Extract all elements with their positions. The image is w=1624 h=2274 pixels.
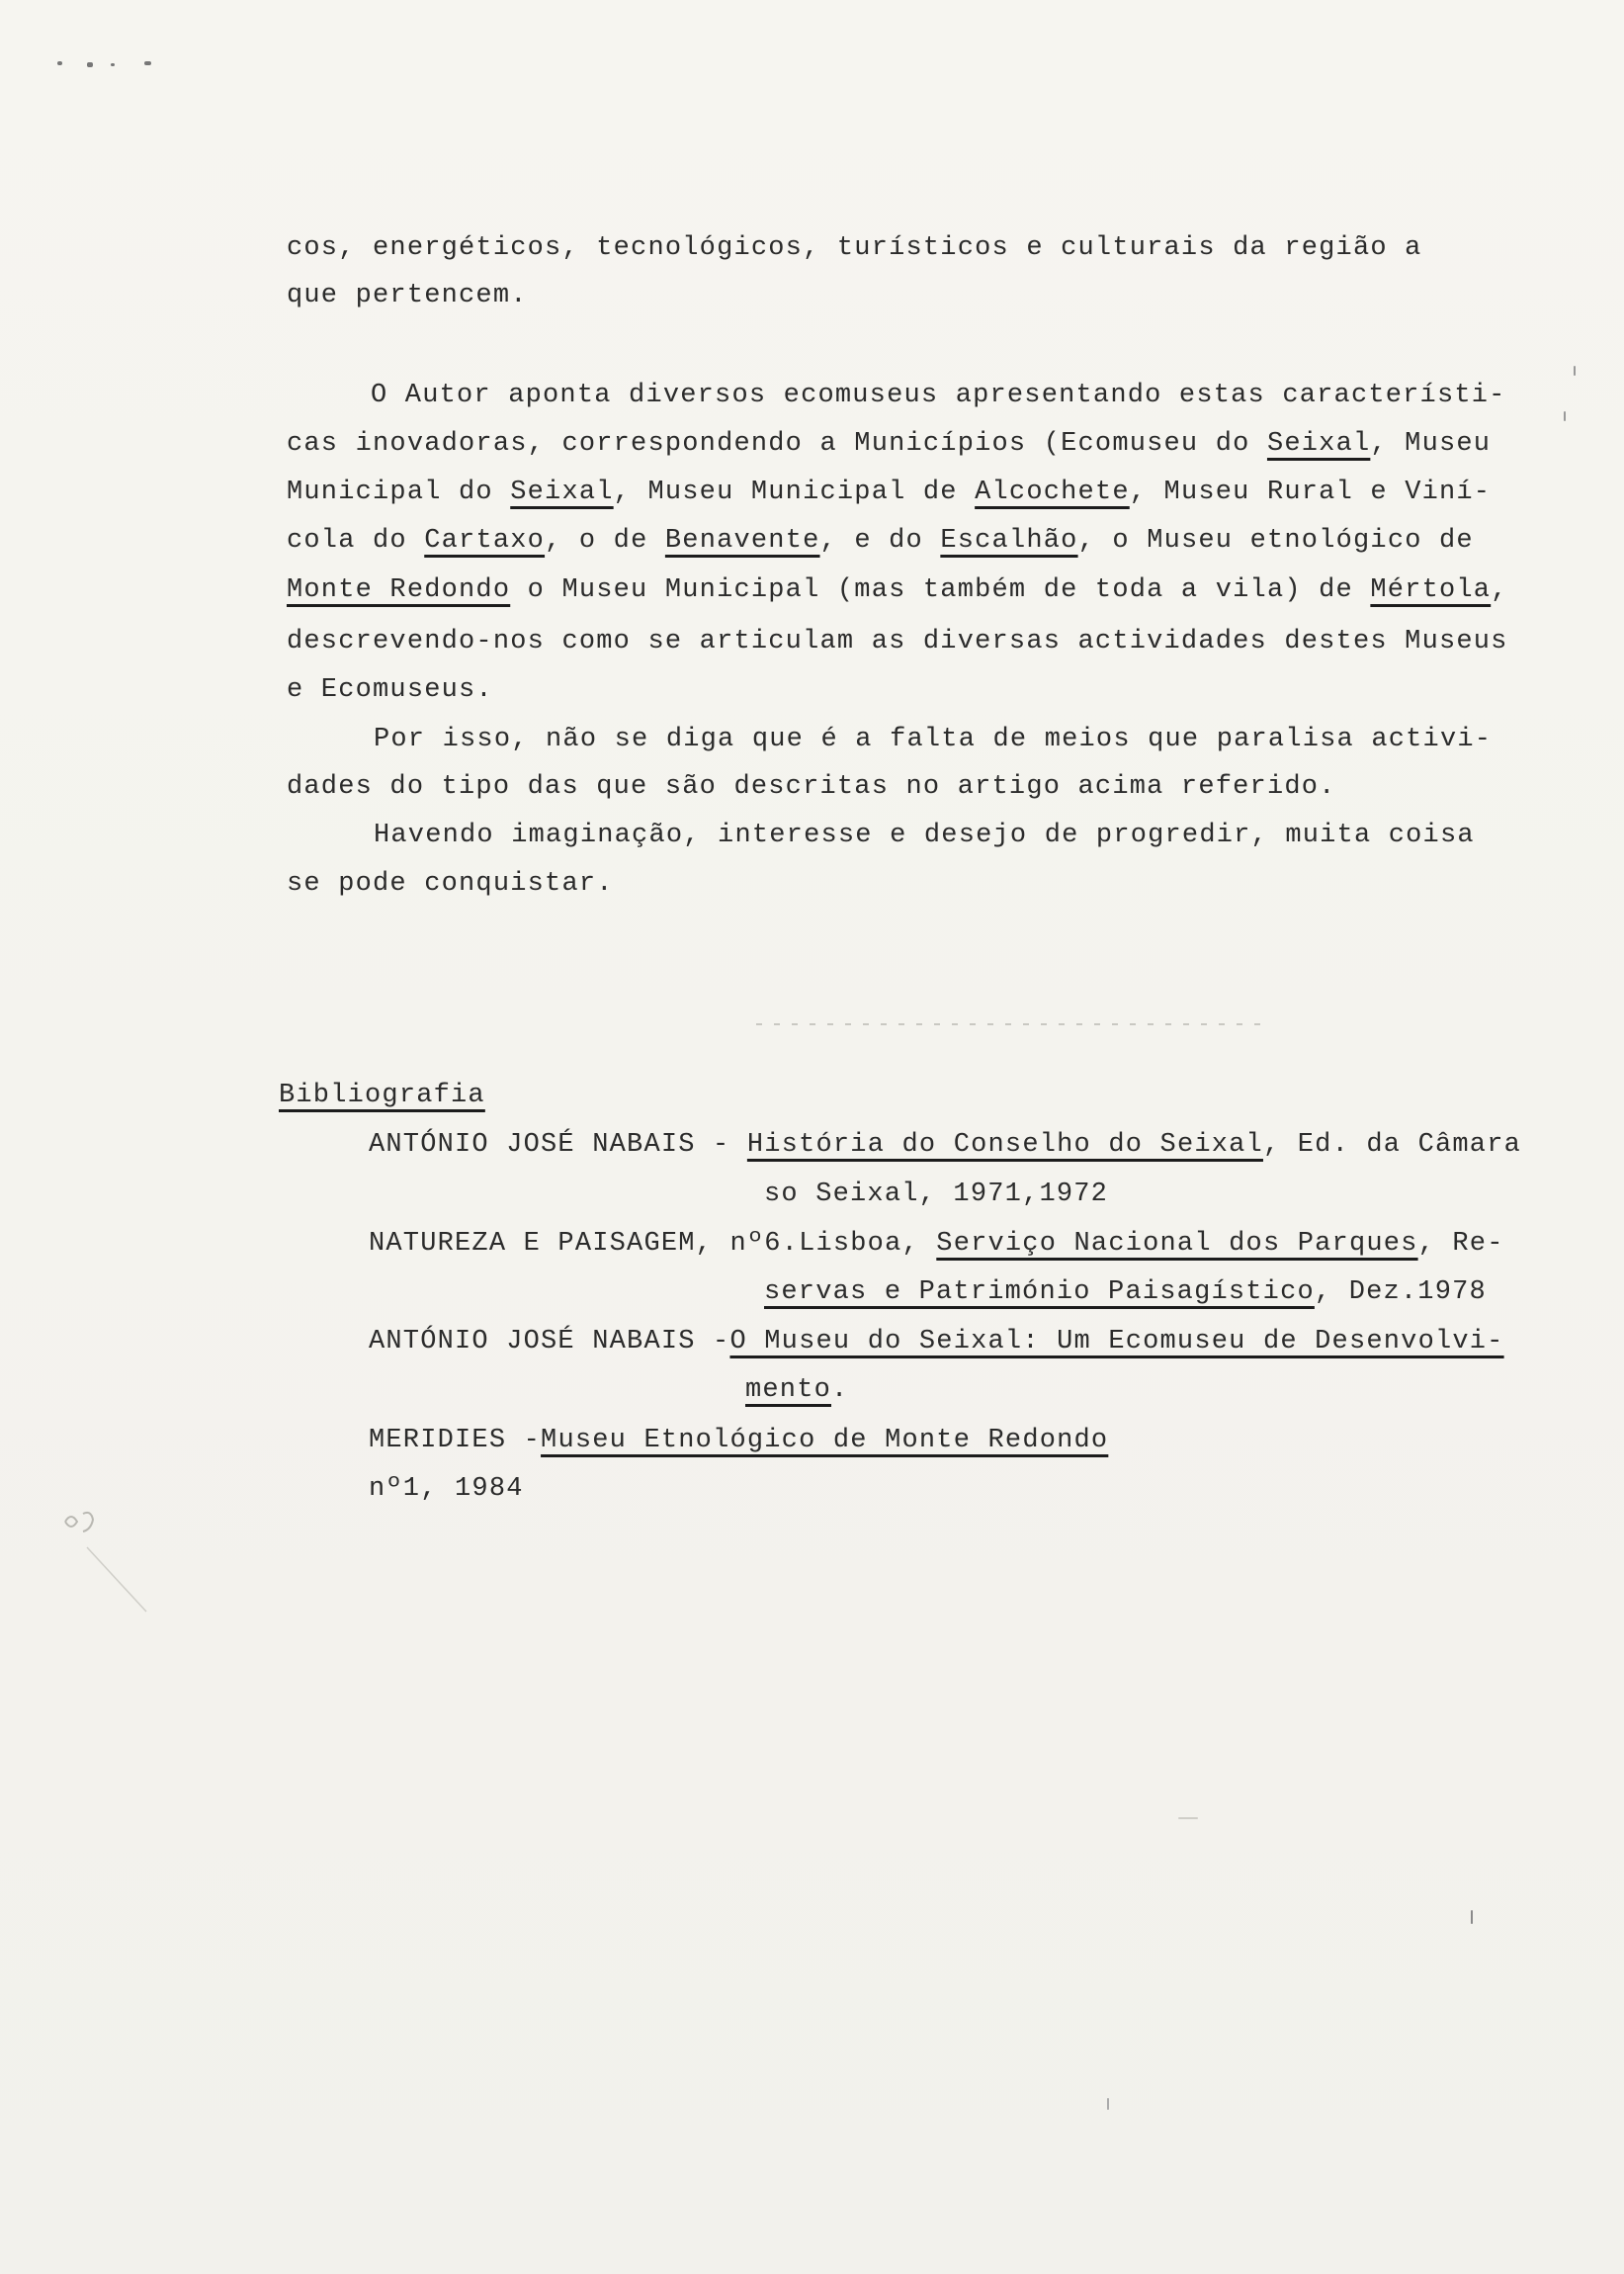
bibliography-entry-cont: nº1, 1984 [369,1474,524,1504]
text-line [287,477,1491,508]
bibliography-entry-cont [745,1374,848,1406]
text-line [287,574,1508,606]
ink-speck [144,61,151,65]
faint-separator [756,1023,1270,1025]
ink-speck [57,61,62,65]
text-span: , Museu Rural e Viní- [1129,478,1492,507]
underlined-place: Seixal [510,478,614,507]
bibliography-entry-cont: so Seixal, 1971,1972 [764,1180,1109,1209]
text-line: cos, energéticos, tecnológicos, turísticos e culturais da região a [287,233,1422,263]
stray-mark [1178,1817,1198,1819]
text-span: , Museu [1370,429,1492,459]
stray-mark [1574,366,1576,376]
text-span: , Re- [1417,1229,1504,1259]
pencil-scribble [59,1508,158,1617]
entry-author: MERIDIES [369,1426,507,1455]
text-span: o Museu Municipal (mas também de toda a vila) de [510,575,1371,605]
text-span: , Museu Municipal de [613,478,976,507]
text-span: , e do [819,526,941,556]
text-span: cola do [287,526,425,556]
ink-speck [111,63,115,66]
bibliography-entry [369,1326,1504,1357]
stray-mark [1107,2098,1109,2110]
bibliography-entry [369,1129,1521,1161]
text-line: Por isso, não se diga que é a falta de meios que paralisa activi- [374,725,1493,754]
text-line: se pode conquistar. [287,869,614,899]
text-span: Municipal do [287,478,511,507]
entry-title: O Museu do Seixal: Um Ecomuseu de Desenvolvi- [729,1327,1504,1356]
bibliography-entry [369,1425,1108,1456]
bibliography-heading: Bibliografia [279,1081,485,1110]
bibliography-entry [369,1228,1504,1260]
text-span: - [506,1426,542,1455]
entry-title: Serviço Nacional dos Parques [936,1229,1418,1259]
text-span: , o de [545,526,665,556]
text-line: Havendo imaginação, interesse e desejo de progredir, muita coisa [374,821,1475,850]
bibliography-entry-cont [764,1276,1487,1308]
entry-title: servas e Património Paisagístico [764,1277,1315,1307]
text-line: O Autor aponta diversos ecomuseus apresentando estas característi- [371,381,1506,410]
text-line: descrevendo-nos como se articulam as diversas actividades destes Museus [287,627,1508,656]
text-line [287,525,1474,557]
text-line: dades do tipo das que são descritas no artigo acima referido. [287,772,1336,802]
text-span: nº6.Lisboa, [713,1229,937,1259]
text-span: cas inovadoras, correspondendo a Municípios (Ecomuseu do [287,429,1267,459]
underlined-place: Escalhão [940,526,1078,556]
entry-title: mento [745,1375,832,1405]
underlined-place: Benavente [664,526,820,556]
underlined-place: Cartaxo [424,526,546,556]
text-span: , Dez.1978 [1314,1277,1487,1307]
entry-title: História do Conselho do Seixal [746,1130,1263,1160]
ink-speck [87,62,93,67]
text-span: - [695,1327,730,1356]
text-span: , [1491,575,1508,605]
entry-author: ANTÓNIO JOSÉ NABAIS [369,1327,696,1356]
text-span: - [695,1130,747,1160]
text-span: , o Museu etnológico de [1077,526,1474,556]
underlined-place: Mértola [1370,575,1492,605]
underlined-place: Alcochete [975,478,1130,507]
text-span: . [831,1375,849,1405]
text-line: e Ecomuseus. [287,675,493,705]
underlined-place: Seixal [1266,429,1371,459]
entry-author: NATUREZA E PAISAGEM, [369,1229,714,1259]
entry-title: Museu Etnológico de Monte Redondo [541,1426,1109,1455]
text-span: , Ed. da Câmara [1262,1130,1522,1160]
stray-mark [1471,1910,1473,1924]
text-line [287,428,1491,460]
entry-author: ANTÓNIO JOSÉ NABAIS [369,1130,696,1160]
stray-mark [1564,411,1566,421]
underlined-place: Monte Redondo [287,575,511,605]
text-line: que pertencem. [287,281,528,310]
